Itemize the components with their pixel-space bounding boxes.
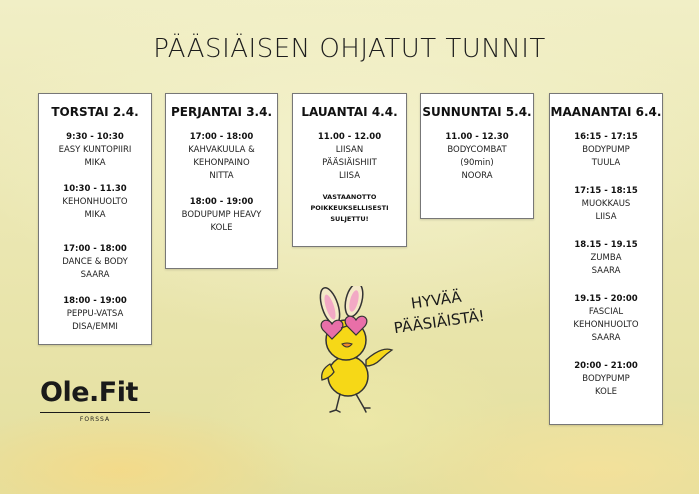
day-heading: MAANANTAI 6.4. bbox=[550, 105, 662, 119]
greeting-line: PÄÄSIÄISTÄ! bbox=[392, 306, 486, 338]
closed-notice-line: SULJETTU! bbox=[330, 215, 369, 223]
day-heading: LAUANTAI 4.4. bbox=[301, 105, 398, 119]
session bbox=[39, 243, 151, 282]
easter-chick-icon bbox=[296, 286, 406, 416]
session-class: KEHONHUOLTO bbox=[62, 197, 128, 207]
day-card-thursday bbox=[38, 93, 152, 345]
session bbox=[550, 239, 662, 278]
day-heading: PERJANTAI 3.4. bbox=[170, 105, 273, 119]
session-instructor: LIISA bbox=[595, 212, 617, 222]
session-instructor: LIISA bbox=[338, 171, 361, 181]
session-instructor: DISA/EMMI bbox=[72, 322, 118, 332]
session-class: PEPPU-VATSA bbox=[66, 309, 124, 319]
session-instructor: TUULA bbox=[591, 158, 621, 168]
session bbox=[293, 131, 406, 183]
session bbox=[166, 196, 277, 235]
session bbox=[550, 131, 662, 170]
session-instructor: SAARA bbox=[591, 333, 621, 343]
logo-divider bbox=[40, 412, 150, 413]
day-card-saturday bbox=[292, 93, 407, 247]
session-class: LIISAN bbox=[335, 145, 364, 155]
session-class: KEHONPAINO bbox=[193, 158, 250, 168]
session-class: BODYPUMP bbox=[582, 145, 630, 155]
session bbox=[39, 295, 151, 334]
session-class: EASY KUNTOPIIRI bbox=[58, 145, 132, 155]
session-time: 17:00 - 18:00 bbox=[189, 132, 254, 142]
session-time: 17:15 - 18:15 bbox=[574, 186, 638, 196]
session bbox=[39, 131, 151, 170]
session-instructor: KOLE bbox=[210, 223, 233, 233]
closed-notice-line: VASTAANOTTO bbox=[322, 193, 377, 201]
session-time: 18.15 - 19.15 bbox=[574, 240, 638, 250]
session-time: 19.15 - 20:00 bbox=[574, 294, 638, 304]
day-heading: SUNNUNTAI 5.4. bbox=[422, 105, 532, 119]
session-class: KAHVAKUULA & bbox=[188, 145, 255, 155]
session-time: 11.00 - 12.30 bbox=[445, 132, 509, 142]
day-heading: TORSTAI 2.4. bbox=[51, 105, 139, 119]
session bbox=[39, 183, 151, 222]
session-class: DANCE & BODY bbox=[62, 257, 128, 267]
session-instructor: KOLE bbox=[595, 387, 617, 397]
session bbox=[550, 185, 662, 224]
session-instructor: NITTA bbox=[209, 171, 234, 181]
session-instructor: SAARA bbox=[80, 270, 110, 280]
session-time: 18:00 - 19:00 bbox=[189, 197, 254, 207]
greeting-line: HYVÄÄ bbox=[409, 287, 463, 313]
session-instructor: MIKA bbox=[84, 210, 106, 220]
session-class: FASCIAL bbox=[588, 307, 624, 317]
session-instructor: NOORA bbox=[461, 171, 493, 181]
session-class: BODYPUMP bbox=[582, 374, 630, 384]
page-title: PÄÄSIÄISEN OHJATUT TUNNIT bbox=[153, 34, 546, 64]
session-time: 17:00 - 18:00 bbox=[63, 244, 127, 254]
day-card-sunday bbox=[420, 93, 534, 219]
session-time: 10:30 - 11.30 bbox=[63, 184, 127, 194]
closed-notice bbox=[293, 193, 406, 224]
session-time: 20:00 - 21:00 bbox=[574, 361, 638, 371]
session-class: KEHONHUOLTO bbox=[573, 320, 639, 330]
session-class: ZUMBA bbox=[590, 253, 622, 263]
session-instructor: MIKA bbox=[84, 158, 106, 168]
session-class: PÄÄSIÄISHIIT bbox=[322, 158, 377, 168]
day-card-friday bbox=[165, 93, 278, 269]
session bbox=[550, 293, 662, 345]
session bbox=[550, 360, 662, 399]
session-time: 11.00 - 12.00 bbox=[317, 132, 382, 142]
session-instructor: SAARA bbox=[591, 266, 621, 276]
session-class: BODUPUMP HEAVY bbox=[181, 210, 262, 220]
day-card-monday bbox=[549, 93, 663, 425]
session bbox=[421, 131, 533, 183]
closed-notice-line: POIKKEUKSELLISESTI bbox=[310, 204, 389, 212]
session-time: 16:15 - 17:15 bbox=[574, 132, 638, 142]
session-duration: (90min) bbox=[460, 158, 494, 168]
session-time: 18:00 - 19:00 bbox=[63, 296, 127, 306]
session-class: BODYCOMBAT bbox=[447, 145, 507, 155]
brand-logo bbox=[40, 378, 152, 423]
session-time: 9:30 - 10:30 bbox=[66, 132, 124, 142]
logo-location: FORSSA bbox=[79, 416, 111, 423]
logo-wordmark: Ole.Fit bbox=[40, 377, 138, 408]
session bbox=[166, 131, 277, 183]
session-class: MUOKKAUS bbox=[581, 199, 631, 209]
